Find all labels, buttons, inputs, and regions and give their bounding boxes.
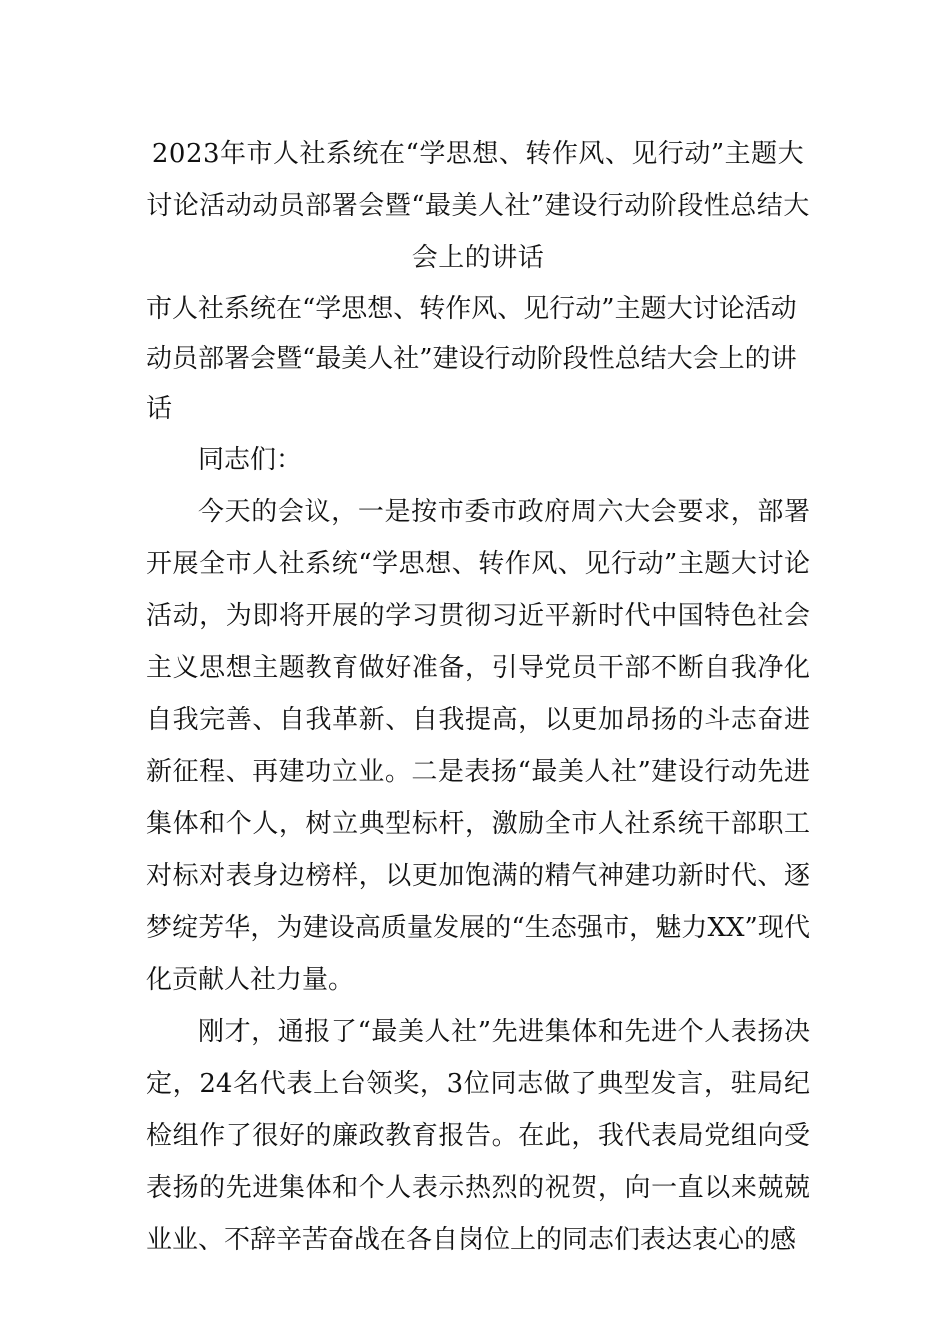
document-title: 2023年市人社系统在“学思想、转作风、见行动”主题大讨论活动动员部署会暨“最美人社”建设行动阶段性总结大会上的讲话 xyxy=(146,139,810,273)
document-subtitle: 市人社系统在“学思想、转作风、见行动”主题大讨论活动动员部署会暨“最美人社”建设行动阶段性总结大会上的讲话 xyxy=(146,294,797,424)
body-paragraph: 刚才，通报了“最美人社”先进集体和先进个人表扬决定，24名代表上台领奖，3位同志做了典型发言，驻局纪检组作了很好的廉政教育报告。在此，我代表局党组向受表扬的先进集体和个人表示热烈的祝贺，向一直以来兢兢业业、不辞辛苦奋战在各自岗位上的同志们表达衷心的感 xyxy=(146,1017,810,1255)
body-paragraph: 今天的会议，一是按市委市政府周六大会要求，部署开展全市人社系统“学思想、转作风、见行动”主题大讨论活动，为即将开展的学习贯彻习近平新时代中国特色社会主义思想主题教育做好准备，引导党员干部不断自我净化自我完善、自我革新、自我提高，以更加昂扬的斗志奋进新征程、再建功立业。二是表扬“最美人社”建设行动先进集体和个人，树立典型标杆，激励全市人社系统干部职工对标对表身边榜样，以更加饱满的精气神建功新时代、逐梦绽芳华，为建设高质量发展的“生态强市，魅力XX”现代化贡献人社力量。 xyxy=(146,497,810,995)
salutation: 同志们： xyxy=(198,445,303,475)
document-page xyxy=(146,128,810,1266)
